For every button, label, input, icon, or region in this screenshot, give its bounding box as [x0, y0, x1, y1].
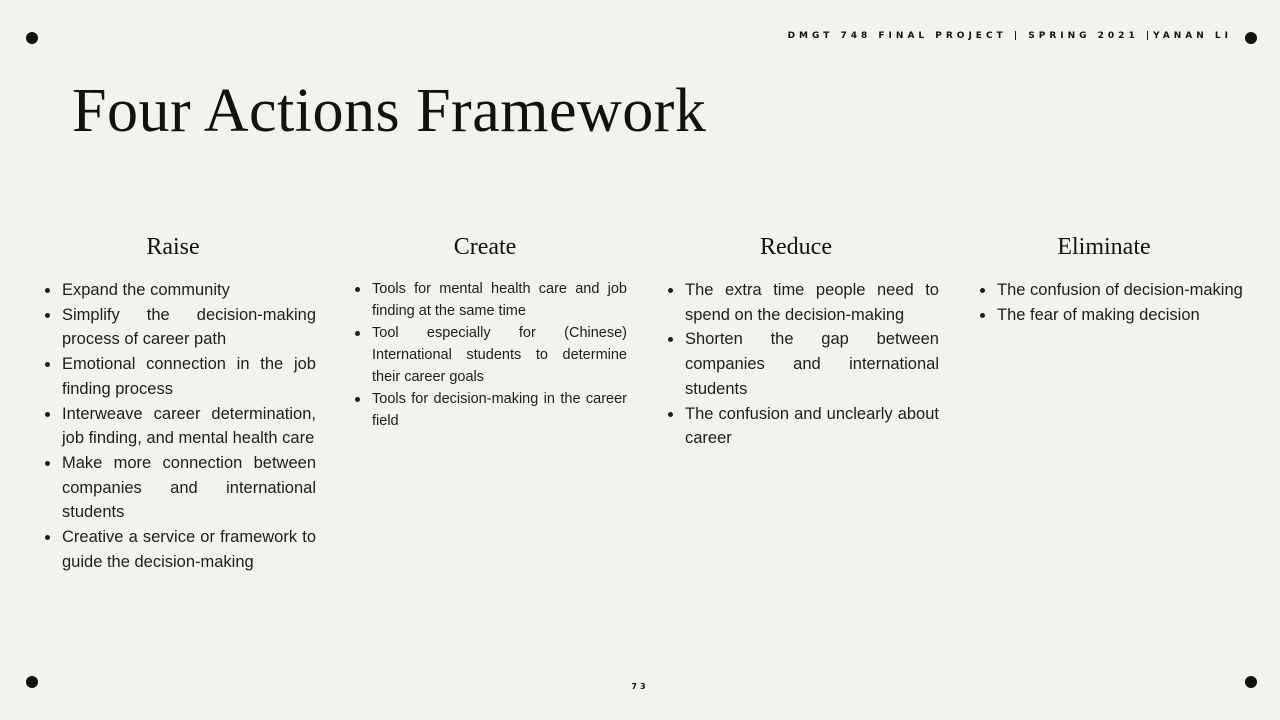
bullet-dot — [355, 397, 360, 402]
bullet-dot — [980, 313, 985, 318]
list-item-text: Creative a service or framework to guide the decision-making — [62, 528, 316, 571]
list-item-text: Emotional connection in the job finding process — [62, 355, 316, 398]
list-item-text: Make more connection between companies and international students — [62, 453, 316, 522]
column-heading-reduce: Reduce — [760, 234, 832, 260]
list-item-text: Tools for decision-making in the career field — [372, 391, 627, 429]
page-number: 73 — [631, 682, 649, 691]
list-item-text: Tool especially for (Chinese) International students to determine their career goals — [372, 325, 627, 385]
list-item — [40, 278, 316, 303]
list-item — [40, 402, 316, 451]
list-item — [40, 352, 316, 401]
column-raise — [40, 234, 316, 574]
list-item — [350, 388, 627, 432]
list-item — [40, 303, 316, 352]
list-item — [40, 525, 316, 574]
corner-dot-top-left — [26, 32, 38, 44]
list-item-text: Shorten the gap between companies and international students — [685, 330, 939, 398]
bullet-list-eliminate — [975, 278, 1243, 327]
bullet-dot — [45, 362, 50, 367]
list-item — [350, 278, 627, 322]
bullet-dot — [355, 287, 360, 292]
list-item — [975, 278, 1243, 303]
column-reduce — [663, 234, 939, 451]
bullet-list-raise — [40, 278, 316, 574]
bullet-dot — [45, 313, 50, 318]
list-item — [40, 451, 316, 525]
bullet-dot — [45, 535, 50, 540]
list-item-text: The extra time people need to spend on the decision-making — [685, 281, 939, 324]
list-item-text: The confusion and unclearly about career — [685, 404, 939, 448]
list-item-text: Interweave career determination, job finding, and mental health care — [62, 404, 316, 448]
list-item-text: The confusion of decision-making — [997, 281, 1243, 299]
bullet-dot — [980, 288, 985, 293]
bullet-dot — [45, 412, 50, 417]
list-item — [975, 303, 1243, 328]
column-create — [350, 234, 627, 432]
column-eliminate — [975, 234, 1243, 327]
list-item-text: Tools for mental health care and job finding at the same time — [372, 281, 627, 319]
column-heading-eliminate: Eliminate — [1057, 234, 1151, 260]
bullet-dot — [668, 288, 673, 293]
list-item — [663, 327, 939, 401]
bullet-dot — [45, 288, 50, 293]
bullet-dot — [668, 337, 673, 342]
list-item — [663, 402, 939, 451]
bullet-list-reduce — [663, 278, 939, 451]
list-item — [350, 322, 627, 388]
column-heading-create: Create — [453, 234, 517, 260]
corner-dot-top-right — [1245, 32, 1257, 44]
bullet-dot — [355, 331, 360, 336]
bullet-dot — [45, 461, 50, 466]
header-meta: DMGT 748 FINAL PROJECT | SPRING 2021 |YANAN LI — [787, 31, 1232, 41]
list-item-text: Expand the community — [62, 281, 230, 299]
slide-title: Four Actions Framework — [72, 77, 707, 145]
list-item — [663, 278, 939, 327]
column-heading-raise: Raise — [146, 234, 200, 260]
list-item-text: The fear of making decision — [997, 305, 1200, 324]
list-item-text: Simplify the decision-making process of career path — [62, 305, 316, 349]
bullet-list-create — [350, 278, 627, 432]
bullet-dot — [668, 412, 673, 417]
